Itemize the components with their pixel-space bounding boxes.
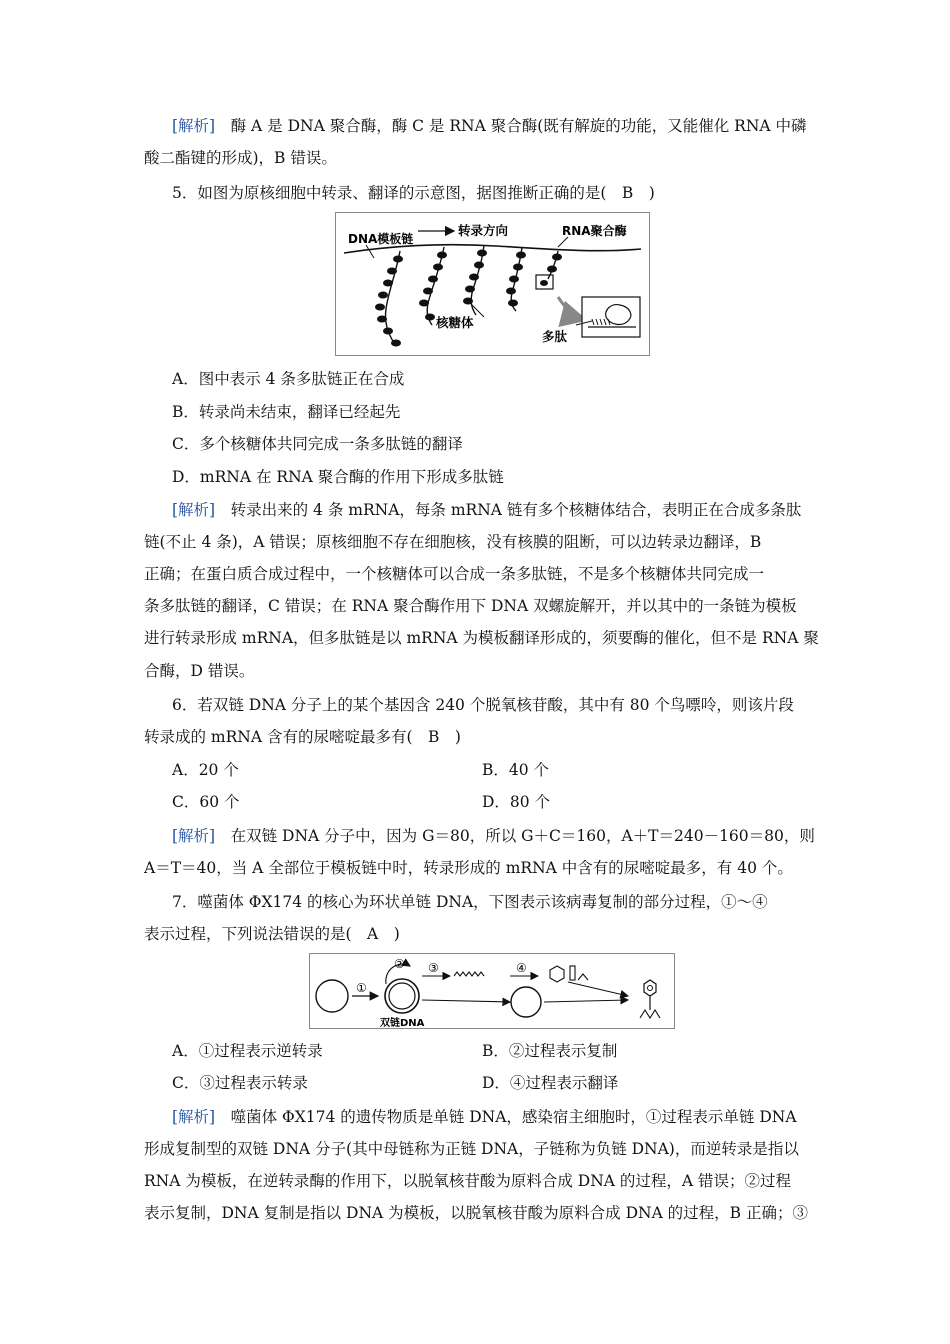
dna-template-label: DNA模板链 <box>348 232 414 246</box>
option-5d: D．mRNA 在 RNA 聚合酶的作用下形成多肽链 <box>172 468 504 486</box>
text-line: 链(不止 4 条)，A 错误；原核细胞不存在细胞核，没有核膜的阻断，可以边转录边翻译，B <box>144 533 762 551</box>
mrna-strand-1 <box>375 251 403 347</box>
question-6: 6．若双链 DNA 分子上的某个基因含 240 个脱氧核苷酸，其中有 80 个鸟嘌呤，则该片段 <box>172 696 794 714</box>
option-5a: A．图中表示 4 条多肽链正在合成 <box>172 370 405 388</box>
mrna-wave <box>454 972 484 976</box>
mrna-strand-3 <box>463 245 487 315</box>
text-line: RNA 为模板，在逆转录酶的作用下，以脱氧核苷酸为原料合成 DNA 的过程，A 错误；②过程 <box>144 1172 792 1190</box>
text-line: 正确；在蛋白质合成过程中，一个核糖体可以合成一条多肽链，不是多个核糖体共同完成一 <box>144 565 765 583</box>
explanation-5: [解析] 转录出来的 4 条 mRNA，每条 mRNA 链有多个核糖体结合，表明正在合成多条肽 <box>172 501 802 519</box>
arrow-assembly <box>544 1000 628 1002</box>
new-ssdna-circle <box>511 987 541 1017</box>
mrna-strand-4 <box>506 247 526 311</box>
capsid-protein <box>550 966 564 982</box>
option-6d: D．80 个 <box>482 793 551 811</box>
step-2-label: ② <box>394 957 405 971</box>
explanation-tag: [解析] <box>172 827 216 845</box>
phage-head <box>644 980 656 996</box>
text-line: A＝T＝40，当 A 全部位于模板链中时，转录形成的 mRNA 中含有的尿嘧啶最多，有 40 个。 <box>144 859 793 877</box>
step-3-label: ③ <box>428 961 439 975</box>
mrna-strand-2 <box>419 247 447 325</box>
figure-phage-replication <box>309 953 675 1029</box>
question-7: 7．噬菌体 ΦX174 的核心为环状单链 DNA，下图表示该病毒复制的部分过程，①～④ <box>172 893 768 911</box>
peptide-label: 多肽 <box>542 329 568 344</box>
option-5b: B．转录尚未结束，翻译已经起先 <box>172 403 401 421</box>
option-7a: A．①过程表示逆转录 <box>172 1042 323 1060</box>
text-line: 形成复制型的双链 DNA 分子(其中母链称为正链 DNA，子链称为负链 DNA)，而逆转录是指以 <box>144 1140 799 1158</box>
direction-label: 转录方向 <box>458 223 509 238</box>
ribosome-label: 核糖体 <box>436 315 474 330</box>
explanation-6: [解析] 在双链 DNA 分子中，因为 G＝80，所以 G＋C＝160，A＋T＝240－160＝80，则 <box>172 827 815 845</box>
step-4-label: ④ <box>516 961 527 975</box>
explanation-tag: [解析] <box>172 117 216 135</box>
text-line: 转录成的 mRNA 含有的尿嘧啶最多有( B ) <box>144 728 461 746</box>
option-5c: C．多个核糖体共同完成一条多肽链的翻译 <box>172 435 463 453</box>
ssdna-circle <box>316 980 348 1012</box>
dsdna-label: 双链DNA <box>380 1018 425 1028</box>
tail-protein <box>570 966 575 980</box>
question-5: 5．如图为原核细胞中转录、翻译的示意图，据图推断正确的是( B ) <box>172 184 655 202</box>
text-line: 表示复制，DNA 复制是指以 DNA 为模板，以脱氧核苷酸为原料合成 DNA 的过程，B 正确；③ <box>144 1204 809 1222</box>
option-6b: B．40 个 <box>482 761 550 779</box>
arrow-to-ssdna <box>422 1000 510 1002</box>
dsdna-outer <box>385 979 419 1013</box>
explanation-line: [解析] 酶 A 是 DNA 聚合酶，酶 C 是 RNA 聚合酶(既有解旋的功能，又能催化 RNA 中磷 <box>172 117 807 135</box>
phage-legs <box>640 1010 660 1018</box>
text-line: 合酶，D 错误。 <box>144 662 255 680</box>
figure-transcription-translation <box>335 212 650 356</box>
text-line: 表示过程，下列说法错误的是( A ) <box>144 925 400 943</box>
option-6a: A．20 个 <box>172 761 239 779</box>
arrow-protein-assembly <box>568 982 628 996</box>
option-7d: D．④过程表示翻译 <box>482 1074 619 1092</box>
dna-pointer <box>366 245 374 258</box>
figure-1-svg <box>336 213 649 355</box>
zoom-arrow <box>558 297 582 319</box>
explanation-tag: [解析] <box>172 501 216 519</box>
figure-2-svg <box>310 954 674 1028</box>
option-7c: C．③过程表示转录 <box>172 1074 308 1092</box>
step-1-label: ① <box>356 981 367 995</box>
text-line: 进行转录形成 mRNA，但多肽链是以 mRNA 为模板翻译形成的，须要酶的催化，但不是 RNA 聚 <box>144 629 819 647</box>
option-6c: C．60 个 <box>172 793 240 811</box>
explanation-tag: [解析] <box>172 1108 216 1126</box>
option-7b: B．②过程表示复制 <box>482 1042 618 1060</box>
explanation-7: [解析] 噬菌体 ΦX174 的遗传物质是单链 DNA，感染宿主细胞时，①过程表示单链 DNA <box>172 1108 797 1126</box>
rnap-pointer <box>558 237 568 247</box>
zoom-box <box>582 297 640 337</box>
text-line: 酸二酯键的形成)，B 错误。 <box>144 149 337 167</box>
rna-polymerase-label: RNA聚合酶 <box>562 224 627 238</box>
dsdna-inner <box>389 983 415 1009</box>
text-line: 条多肽链的翻译，C 错误；在 RNA 聚合酶作用下 DNA 双螺旋解开，并以其中的一条链为模板 <box>144 597 797 615</box>
